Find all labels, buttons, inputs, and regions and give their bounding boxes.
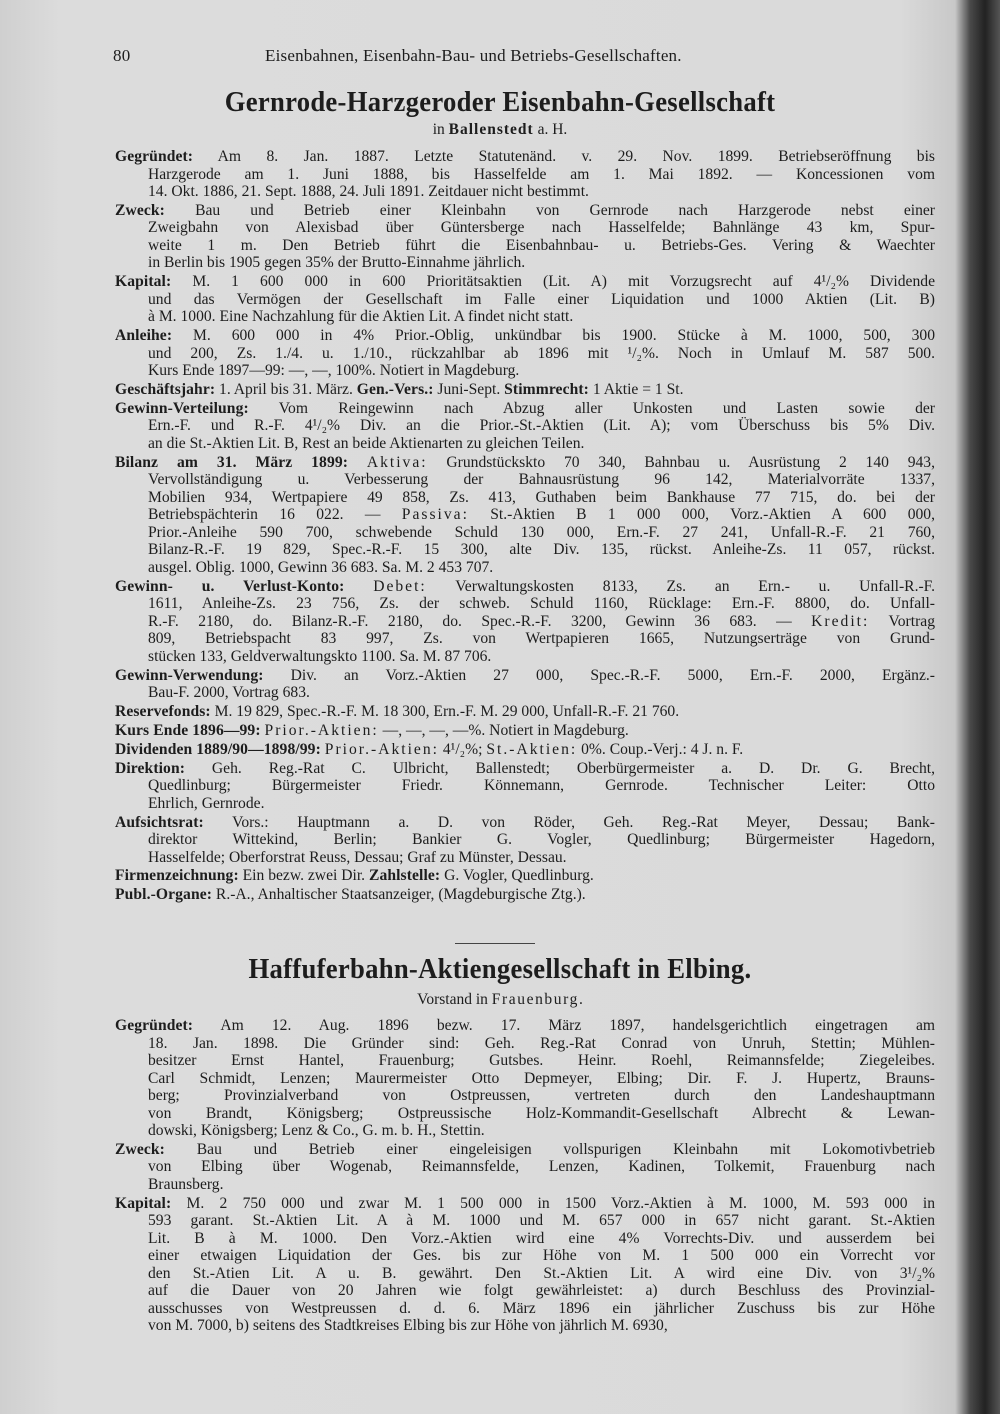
text-line — [115, 506, 935, 524]
entry-text: von Elbing über Wogenab, Reimannsfelde, Lenzen, Kadinen, Tolkemit, Frauenburg nach — [148, 1158, 935, 1176]
company-entries-haffuferbahn — [115, 1017, 935, 1336]
entry-text: direktor Wittekind, Berlin; Bankier G. Vogler, Quedlinburg; Bürgermeister Hagedorn, — [148, 831, 935, 849]
entry — [115, 814, 935, 867]
spaced-label: Prior.-Aktien: — [324, 740, 439, 758]
entry-text: Mobilien 934, Wertpapiere 49 858, Zs. 413, Guthaben beim Bankhause 77 715, do. bei der — [148, 488, 935, 506]
text-line — [115, 237, 935, 255]
spaced-label: Passiva: — [401, 506, 469, 524]
entry — [115, 886, 935, 904]
spaced-label: Kredit: — [811, 612, 870, 630]
entry-text: Kurs Ende 1897—99: —, —, 100%. Notiert in Magdeburg. — [148, 362, 520, 380]
company-title-haffuferbahn: Haffuferbahn-Aktiengesellschaft in Elbing. — [248, 953, 752, 985]
entry-text: ausschusses von Westpreussen d. d. 6. März 1896 ein jährlicher Zuschuss bis zur Höhe — [148, 1299, 935, 1317]
entry-text: St.-Aktien B 1 000 000, Vorz.-Aktien A 600 000, — [468, 506, 935, 524]
entry-label: Gegründet: — [115, 148, 194, 165]
entry-label: Kurs Ende 1896—99: — [115, 721, 261, 739]
entry-text: Juni-Sept. — [433, 381, 505, 399]
text-line — [115, 1158, 935, 1176]
entry-text: Am 8. Jan. 1887. Letzte Statutenänd. v. 29. Nov. 1899. Betriebseröffnung bis — [193, 148, 935, 165]
entry-label: Publ.-Organe: — [115, 886, 213, 904]
entry-text: 809, Betriebspacht 83 997, Zs. von Wertpapieren 1665, Nutzungserträge von Grund- — [148, 630, 935, 648]
entry-text: 18. Jan. 1898. Die Gründer sind: Geh. Reg.-Rat Conrad von Unruh, Stettin; Mühlen- — [148, 1034, 935, 1052]
entry-text: 1611, Anleihe-Zs. 23 756, Zs. der schweb. Schuld 1160, Rücklage: Ern.-F. 8800, do. Unfall- — [148, 595, 935, 613]
entry-text: Div. an Vorz.-Aktien 27 000, Spec.-R.-F. 5000, Ern.-F. 2000, Ergänz.- — [263, 666, 935, 684]
text-line — [115, 1247, 935, 1265]
text-line — [115, 814, 935, 832]
entry-text — [348, 454, 367, 471]
entry-text: den St.-Atien Lit. A u. B. gewährt. Den St.-Aktien Lit. A wird eine Div. von 3¹/₂% — [148, 1264, 935, 1282]
text-line — [115, 202, 935, 220]
entry — [115, 760, 935, 813]
entry-text — [344, 578, 373, 595]
location-prefix: in — [432, 121, 449, 138]
entry — [115, 1017, 935, 1140]
entry — [115, 1141, 935, 1194]
entry-label: Aufsichtsrat: — [115, 813, 204, 831]
text-line — [115, 849, 935, 867]
text-line — [115, 722, 935, 740]
entry-text: von M. 7000, b) seitens des Stadtkreises Elbing bis zur Höhe von jährlich M. 6930, — [148, 1317, 668, 1335]
text-line — [115, 703, 935, 721]
entry — [115, 722, 935, 740]
entry-label: Gewinn- u. Verlust-Konto: — [115, 577, 345, 595]
entry — [115, 148, 935, 201]
location-prefix: Vorstand in — [417, 991, 492, 1008]
location-place: Frauenburg — [491, 991, 579, 1008]
text-line — [115, 1087, 935, 1105]
entry-text: und das Vermögen der Gesellschaft im Falle einer Liquidation und 1000 Aktien (Lit. B) — [148, 290, 935, 308]
entry-text: stücken 133, Geldverwaltungskto 1100. Sa. M. 87 706. — [148, 647, 492, 665]
entry-text: Bilanz-R.-F. 19 829, Spec.-R.-F. 15 300, alte Div. 135, rückst. Anleihe-Zs. 11 057, rückst. — [148, 541, 935, 559]
entry-label: Geschäftsjahr: — [115, 381, 216, 399]
entry — [115, 381, 935, 399]
text-line — [115, 1212, 935, 1230]
entry-label: Dividenden 1889/90—1898/99: — [115, 740, 321, 758]
entry — [115, 667, 935, 702]
entry-label: Bilanz am 31. März 1899: — [115, 453, 349, 471]
entry-text: 1. April bis 31. März. — [215, 381, 357, 399]
text-line — [115, 400, 935, 418]
text-line — [115, 760, 935, 778]
entry-text: Vortrag — [869, 612, 935, 630]
text-line — [115, 1230, 935, 1248]
location-suffix: . — [578, 991, 583, 1008]
entry-text: Grundstückskto 70 340, Bahnbau u. Ausrüstung 2 140 943, — [427, 453, 935, 471]
entry-label: Gewinn-Verteilung: — [115, 399, 249, 417]
text-line — [115, 291, 935, 309]
entry-text: Vervollständigung u. Verbesserung der Bahnausrüstung 96 142, Materialvorräte 1337, — [148, 471, 935, 489]
text-line — [115, 362, 935, 380]
entry-text: Vors.: Hauptmann a. D. von Röder, Geh. Reg.-Rat Meyer, Dessau; Bank- — [203, 813, 935, 831]
text-line — [115, 1141, 935, 1159]
spaced-label: St.-Aktien: — [486, 740, 578, 758]
entry — [115, 741, 935, 759]
spaced-label: Prior.-Aktien: — [264, 721, 379, 739]
text-line — [115, 684, 935, 702]
entry-text: besitzer Ernst Hantel, Frauenburg; Gutsbes. Heinr. Roehl, Reimannsfelde; Ziegeleibes. — [148, 1052, 935, 1069]
entry-text: Am 12. Aug. 1896 bezw. 17. März 1897, handelsgerichtlich eingetragen am — [193, 1017, 935, 1034]
text-line — [115, 417, 935, 435]
entry-text: an die St.-Aktien Lit. B, Rest an beide Aktienarten zu gleichen Teilen. — [148, 434, 585, 452]
entry-label: Kapital: — [115, 273, 172, 291]
entry-label: Stimmrecht: — [504, 381, 589, 399]
text-line — [115, 1317, 935, 1335]
text-line — [115, 1035, 935, 1053]
entry-text: Verwaltungskosten 8133, Zs. an Ern.- u. Unfall-R.-F. — [426, 577, 935, 595]
text-line — [115, 183, 935, 201]
text-line — [115, 308, 935, 326]
text-line — [115, 381, 935, 399]
entry-text: von Brandt, Königsberg; Ostpreussische Holz-Kommandit-Gesellschaft Albrecht & Lewan- — [148, 1104, 935, 1122]
entry — [115, 703, 935, 721]
text-line — [115, 254, 935, 272]
entry-text: G. Vogler, Quedlinburg. — [440, 867, 594, 885]
entry-text: Geh. Reg.-Rat C. Ulbricht, Ballenstedt; Oberbürgermeister a. D. Dr. G. Brecht, — [185, 759, 935, 777]
text-line — [115, 524, 935, 542]
entry-text: Ehrlich, Gernrode. — [148, 794, 265, 812]
entry-label: Reservefonds: — [115, 703, 211, 721]
text-line — [115, 1265, 935, 1283]
spaced-label: Debet: — [373, 577, 427, 595]
text-line — [115, 886, 935, 904]
entry-text: 14. Okt. 1886, 21. Sept. 1888, 24. Juli 1891. Zeitdauer nicht bestimmt. — [148, 183, 589, 200]
text-line — [115, 667, 935, 685]
entry-label: Zweck: — [115, 201, 165, 219]
text-line — [115, 327, 935, 345]
location-place: Ballenstedt — [448, 121, 534, 138]
text-line — [115, 1105, 935, 1123]
text-line — [115, 741, 935, 759]
text-line — [115, 1300, 935, 1318]
entry-label: Zweck: — [115, 1140, 165, 1158]
running-title: Eisenbahnen, Eisenbahn-Bau- und Betriebs-Gesellschaften. — [265, 46, 682, 65]
section-divider — [455, 943, 535, 944]
entry-text: M. 600 000 in 4% Prior.-Oblig, unkündbar bis 1900. Stücke à M. 1000, 500, 300 — [172, 327, 935, 345]
text-line — [115, 1017, 935, 1035]
entry-text: auf die Dauer von 20 Jahren wie folgt gewährleistet: a) durch Beschluss des Provinzial- — [148, 1282, 935, 1300]
entry-label: Kapital: — [115, 1194, 172, 1212]
entry — [115, 578, 935, 666]
entry-text: 593 garant. St.-Aktien Lit. A à M. 1000 und M. 657 000 in 657 nicht garant. St.-Aktien — [148, 1212, 935, 1230]
entry-text: Hasselfelde; Oberforstrat Reuss, Dessau; Graf zu Münster, Dessau. — [148, 848, 567, 866]
entry-text: 4¹/₂%; — [438, 740, 487, 758]
entry-text: und 200, Zs. 1./4. u. 1./10., rückzahlbar ab 1896 mit ¹/₂%. Noch in Umlauf M. 587 500. — [148, 344, 935, 362]
entry — [115, 867, 935, 885]
entry-label: Gewinn-Verwendung: — [115, 666, 264, 684]
company-location-gernrode — [0, 121, 1000, 139]
entry-text: weite 1 m. Den Betrieb führt die Eisenbahnbau- u. Betriebs-Ges. Vering & Waechter — [148, 236, 935, 254]
text-line — [115, 1070, 935, 1088]
entry-text: Lit. B à M. 1000. Den Vorz.-Aktien wird eine 4% Vorrechts-Div. und ausserdem bei — [148, 1229, 935, 1247]
company-entries-gernrode — [115, 148, 935, 905]
text-line — [115, 795, 935, 813]
entry-text: Ern.-F. und R.-F. 4¹/₂% Div. an die Prior.-St.-Aktien (Lit. A); vom Überschuss bis 5% Div. — [148, 417, 935, 435]
entry-text: Betriebspächterin 16 022. — — [148, 506, 402, 524]
text-line — [115, 559, 935, 577]
entry-text: R.-F. 2180, do. Bilanz-R.-F. 2180, do. Spec.-R.-F. 3200, Gewinn 36 683. — — [148, 612, 812, 630]
text-line — [115, 166, 935, 184]
entry-text: Bau-F. 2000, Vortrag 683. — [148, 684, 310, 702]
text-line — [115, 471, 935, 489]
entry-text: Prior.-Anleihe 590 700, schwebende Schuld 130 000, Ern.-F. 27 241, Unfall-R.-F. 21 760, — [148, 523, 935, 541]
entry-text: berg; Provinzialverband von Ostpreussen, vertreten durch den Landeshauptmann — [148, 1087, 935, 1104]
text-line — [115, 1282, 935, 1300]
text-line — [115, 489, 935, 507]
text-line — [115, 630, 935, 648]
entry-text: dowski, Königsberg; Lenz & Co., G. m. b. H., Stettin. — [148, 1122, 485, 1139]
text-line — [115, 435, 935, 453]
entry-text: Vom Reingewinn nach Abzug aller Unkosten und Lasten sowie der — [248, 399, 935, 417]
entry — [115, 202, 935, 272]
text-line — [115, 1122, 935, 1140]
text-line — [115, 648, 935, 666]
entry-text: 0%. Coup.-Verj.: 4 J. n. F. — [577, 740, 744, 758]
entry — [115, 454, 935, 577]
entry-label: Firmenzeichnung: — [115, 867, 239, 885]
entry-text: Braunsberg. — [148, 1175, 224, 1193]
entry-text: ausgel. Oblig. 1000, Gewinn 36 683. Sa. M. 2 453 707. — [148, 558, 494, 576]
page-number: 80 — [113, 46, 131, 65]
text-line — [115, 541, 935, 559]
entry — [115, 400, 935, 453]
text-line — [115, 454, 935, 472]
text-line — [115, 1176, 935, 1194]
entry-text: M. 2 750 000 und zwar M. 1 500 000 in 1500 Vorz.-Aktien à M. 1000, M. 593 000 in — [171, 1194, 935, 1212]
text-line — [115, 148, 935, 166]
entry-text: Bau und Betrieb einer eingeleisigen vollspurigen Kleinbahn mit Lokomotivbetrieb — [164, 1140, 935, 1158]
company-location-haffuferbahn — [0, 991, 1000, 1009]
text-line — [115, 273, 935, 291]
entry-text: Bau und Betrieb einer Kleinbahn von Gernrode nach Harzgerode nebst einer — [164, 201, 935, 219]
entry-text: à M. 1000. Eine Nachzahlung für die Aktien Lit. A findet nicht statt. — [148, 308, 574, 326]
entry-text: M. 19 829, Spec.-R.-F. M. 18 300, Ern.-F. M. 29 000, Unfall-R.-F. 21 760. — [210, 703, 680, 721]
text-line — [115, 595, 935, 613]
entry-text: in Berlin bis 1905 gegen 35% der Brutto-Einnahme jährlich. — [148, 254, 526, 272]
entry-text: Zweigbahn von Alexisbad über Güntersberge nach Hasselfelde; Bahnlänge 43 km, Spur- — [148, 219, 935, 237]
entry-text: —, —, —, —%. Notiert in Magdeburg. — [378, 721, 629, 739]
entry — [115, 273, 935, 326]
entry-text: einer etwaigen Liquidation der Ges. bis zur Höhe von M. 1 500 000 ein Vorrecht vor — [148, 1247, 935, 1265]
text-line — [115, 1195, 935, 1213]
spaced-label: Aktiva: — [366, 453, 428, 471]
entry-label: Gen.-Vers.: — [356, 381, 434, 399]
entry-text: M. 1 600 000 in 600 Prioritätsaktien (Lit. A) mit Vorzugsrecht auf 4¹/₂% Dividende — [171, 273, 935, 291]
entry-text: Quedlinburg; Bürgermeister Friedr. Könnemann, Gernrode. Technischer Leiter: Otto — [148, 777, 935, 795]
entry-text: Ein bezw. zwei Dir. — [238, 867, 369, 885]
entry-label: Gegründet: — [115, 1017, 194, 1034]
text-line — [115, 219, 935, 237]
text-line — [115, 867, 935, 885]
entry-label: Anleihe: — [115, 327, 173, 345]
entry — [115, 1195, 935, 1335]
text-line — [115, 613, 935, 631]
entry-label: Zahlstelle: — [368, 867, 441, 885]
entry — [115, 327, 935, 380]
company-title-gernrode: Gernrode-Harzgeroder Eisenbahn-Gesellschaft — [224, 86, 776, 118]
text-line — [115, 1052, 935, 1070]
entry-text: Harzgerode am 1. Juni 1888, bis Hasselfelde am 1. Mai 1892. — Koncessionen vom — [148, 165, 935, 183]
location-suffix: a. H. — [533, 121, 568, 138]
text-line — [115, 777, 935, 795]
entry-label: Direktion: — [115, 759, 186, 777]
text-line — [115, 345, 935, 363]
entry-text: R.-A., Anhaltischer Staatsanzeiger, (Magdeburgische Ztg.). — [212, 886, 586, 904]
text-line — [115, 578, 935, 596]
entry-text: 1 Aktie = 1 St. — [588, 381, 684, 399]
entry-text: Carl Schmidt, Lenzen; Maurermeister Otto Depmeyer, Elbing; Dir. F. J. Hupertz, Brauns- — [148, 1069, 935, 1087]
text-line — [115, 831, 935, 849]
